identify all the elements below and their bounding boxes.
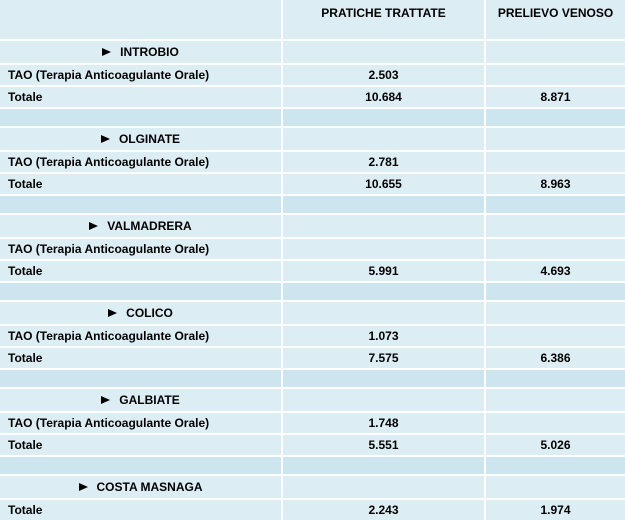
location-cell [0,476,283,498]
tao-label: TAO (Terapia Anticoagulante Orale) [0,152,283,172]
location-cell [0,128,283,150]
totale-label: Totale [0,261,283,281]
tao-row [0,326,625,346]
empty-cell [486,457,625,474]
location-name: OLGINATE [118,132,181,146]
tao-row [0,65,625,85]
empty-cell [283,215,486,237]
empty-cell [486,476,625,498]
arrow-bullet-icon [79,483,88,491]
location-row [0,389,625,411]
empty-cell [0,283,283,300]
location-row [0,41,625,63]
tao-prelievo [486,65,625,85]
totale-prelievo: 5.026 [486,435,625,455]
location-cell [0,302,283,324]
spacer-row [0,109,625,126]
location-row [0,476,625,498]
location-name: INTROBIO [120,45,179,59]
totale-pratiche: 7.575 [283,348,486,368]
header-cell-label [0,0,283,39]
totale-pratiche: 5.551 [283,435,486,455]
empty-cell [486,302,625,324]
empty-cell [0,457,283,474]
empty-cell [283,283,486,300]
empty-cell [283,389,486,411]
arrow-bullet-icon [101,396,110,404]
empty-cell [486,370,625,387]
location-cell [0,41,283,63]
totale-prelievo: 4.693 [486,261,625,281]
totale-pratiche: 5.991 [283,261,486,281]
header-row [0,0,625,39]
empty-cell [486,215,625,237]
empty-cell [283,128,486,150]
location-row [0,302,625,324]
empty-cell [0,109,283,126]
location-name: GALBIATE [119,393,180,407]
tao-row [0,413,625,433]
tao-pratiche: 2.503 [283,65,486,85]
tao-pratiche: 2.781 [283,152,486,172]
empty-cell [486,196,625,213]
location-row [0,128,625,150]
totale-prelievo: 8.963 [486,174,625,194]
totale-row [0,500,625,520]
empty-cell [486,109,625,126]
header-cell-pratiche: PRATICHE TRATTATE [283,0,486,39]
arrow-bullet-icon [89,222,98,230]
totale-prelievo: 1.974 [486,500,625,520]
location-cell [0,389,283,411]
spacer-row [0,283,625,300]
tao-pratiche: 1.748 [283,413,486,433]
tao-prelievo [486,413,625,433]
totale-row [0,435,625,455]
totale-pratiche: 10.684 [283,87,486,107]
empty-cell [283,457,486,474]
tao-label: TAO (Terapia Anticoagulante Orale) [0,326,283,346]
tao-pratiche: 1.073 [283,326,486,346]
tao-prelievo [486,152,625,172]
arrow-bullet-icon [102,48,111,56]
totale-label: Totale [0,435,283,455]
totale-prelievo: 8.871 [486,87,625,107]
totale-row [0,261,625,281]
tao-label: TAO (Terapia Anticoagulante Orale) [0,413,283,433]
empty-cell [486,389,625,411]
empty-cell [486,128,625,150]
totale-row [0,87,625,107]
empty-cell [486,283,625,300]
totale-prelievo: 6.386 [486,348,625,368]
empty-cell [283,196,486,213]
spacer-row [0,196,625,213]
tao-pratiche [283,239,486,259]
spacer-row [0,370,625,387]
location-name: COLICO [126,306,173,320]
location-cell [0,215,283,237]
tao-row [0,239,625,259]
empty-cell [0,196,283,213]
spacer-row [0,457,625,474]
tao-label: TAO (Terapia Anticoagulante Orale) [0,239,283,259]
empty-cell [283,109,486,126]
totale-label: Totale [0,174,283,194]
totale-label: Totale [0,500,283,520]
empty-cell [283,370,486,387]
empty-cell [0,370,283,387]
location-name: COSTA MASNAGA [96,480,203,494]
totale-pratiche: 2.243 [283,500,486,520]
tao-row [0,152,625,172]
location-row [0,215,625,237]
arrow-bullet-icon [108,309,117,317]
tao-prelievo [486,239,625,259]
location-name: VALMADRERA [107,219,192,233]
arrow-bullet-icon [101,135,110,143]
totale-pratiche: 10.655 [283,174,486,194]
empty-cell [283,302,486,324]
header-cell-prelievo: PRELIEVO VENOSO [486,0,625,39]
tao-prelievo [486,326,625,346]
empty-cell [283,476,486,498]
empty-cell [283,41,486,63]
totale-row [0,174,625,194]
tao-label: TAO (Terapia Anticoagulante Orale) [0,65,283,85]
totale-label: Totale [0,87,283,107]
totale-row [0,348,625,368]
totale-label: Totale [0,348,283,368]
empty-cell [486,41,625,63]
